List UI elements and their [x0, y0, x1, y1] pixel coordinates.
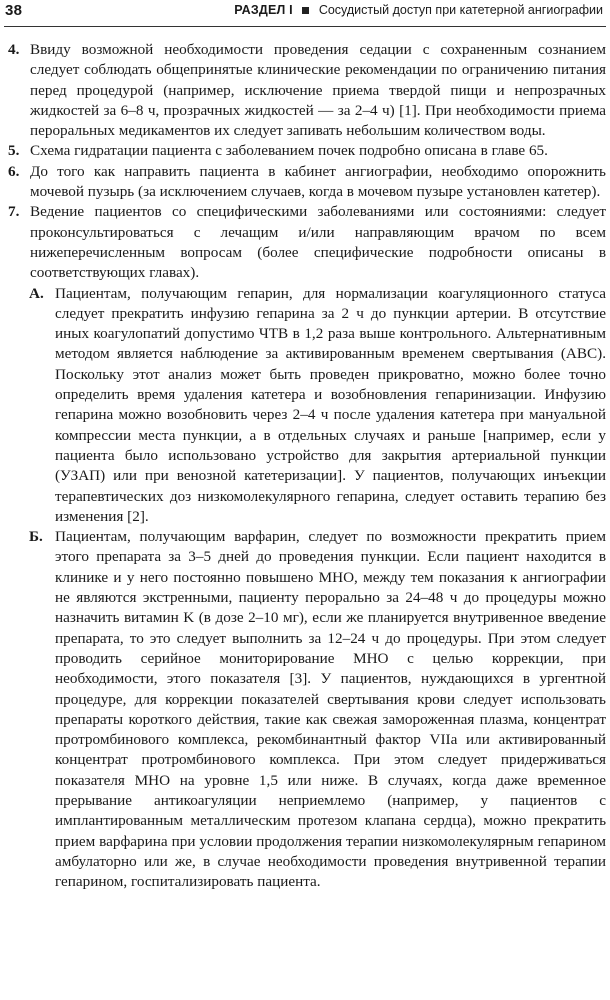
sub-item-letter: Б.: [29, 528, 43, 546]
list-item-number: 5.: [8, 142, 20, 160]
list-item-text: Ведение пациентов со специфическими заболеваниями или состояниями: следует проконсультироваться с лечащим и/или направляющим врачом по всем нижеперечисленным вопросам (более специфические подробности описаны в соответствующих главах).: [30, 203, 606, 282]
sub-item-text: Пациентам, получающим варфарин, следует по возможности прекратить прием этого препарата за 3–5 дней до проведения пункции. Если пациент находится в клинике и у него постоянно повышено МНО, между тем показания к ангиографии не являются экстренными, пациенту перорально за 24–48 ч до процедуры можно назначить витамин K (в дозе 2–10 мг), если же планируется внутривенное введение препарата, то это следует выполнить за 12–24 ч до процедуры. При этом следует проводить серийное мониторирование МНО с целью коррекции, при необходимости, этого показателя [3]. У пациентов, нуждающихся в ургентной процедуре, для коррекции показателей свертывания крови следует использовать препараты короткого действия, такие как свежая замороженная плазма, концентрат протромбинового комплекса, рекомбинантный фактор VIIa или активированный концентрат протромбинового комплекса. При этом следует придерживаться показателя МНО на уровне 1,5 или ниже. В случаях, когда даже временное прерывание антикоагуляции неприемлемо (например, у пациентов с имплантированным металлическим протезом клапана сердца), можно прекратить прием варфарина при условии продолжения терапии низкомолекулярным гепарином амбулаторно или же, в случае необходимости проведения внутривенной терапии гепарином, госпитализировать пациента.: [55, 528, 606, 891]
list-item-text: Схема гидратации пациента с заболеванием почек подробно описана в главе 65.: [30, 142, 548, 160]
section-heading: [234, 3, 603, 17]
header-divider: [4, 26, 606, 27]
sub-item-b: [4, 527, 606, 892]
list-item-6: [4, 162, 606, 203]
list-item-5: [4, 141, 606, 161]
list-item-number: 7.: [8, 203, 20, 221]
list-item-text: Ввиду возможной необходимости проведения седации с сохраненным сознанием следует соблюдать общепринятые клинические рекомендации по ограничению питания перед процедурой (например, исключение приема твердой пищи и непрозрачных жидкостей за 6–8 ч, прозрачных жидкостей — за 2–4 ч) [1]. При необходимости приема пероральных медикаментов их следует запивать небольшим количеством воды.: [30, 41, 606, 140]
section-title: Сосудистый доступ при катетерной ангиографии: [318, 3, 603, 17]
page-number: 38: [5, 2, 23, 19]
separator-square-icon: [302, 7, 309, 14]
list-item-number: 4.: [8, 41, 20, 58]
body-text: [4, 40, 606, 892]
sub-item-a: [4, 284, 606, 528]
sub-item-text: Пациентам, получающим гепарин, для нормализации коагуляционного статуса следует прекратить инфузию гепарина за 2 ч до пункции артерии. В отсутствие иных коагулопатий допустимо ЧТВ в 1,2 раза выше контрольного. Альтернативным методом является наблюдение за активированным временем свертывания (АВС). Поскольку этот анализ может быть проведен прикроватно, можно более точно определить время удаления катетера и возобновления гепаринизации. Инфузию гепарина можно возобновить через 2–4 ч после удаления катетера при мануальной компрессии места пункции, а в отдельных случаях и раньше [например, если у пациента было использовано устройство для закрытия артериальной пункции (УЗАП) или при венозной катетеризации]. У пациентов, получающих инъекции терапевтических доз низкомолекулярного гепарина, следует оставить терапию без изменения [2].: [55, 284, 606, 525]
sub-item-letter: А.: [29, 284, 44, 302]
running-header: [0, 0, 610, 32]
section-label: РАЗДЕЛ I: [234, 3, 293, 17]
list-item-text: До того как направить пациента в кабинет ангиографии, необходимо опорожнить мочевой пузырь (за исключением случаев, когда в мочевом пузыре установлен катетер).: [30, 162, 606, 201]
list-item-7: [4, 202, 606, 283]
list-item-4: [4, 40, 606, 141]
list-item-number: 6.: [8, 162, 20, 180]
